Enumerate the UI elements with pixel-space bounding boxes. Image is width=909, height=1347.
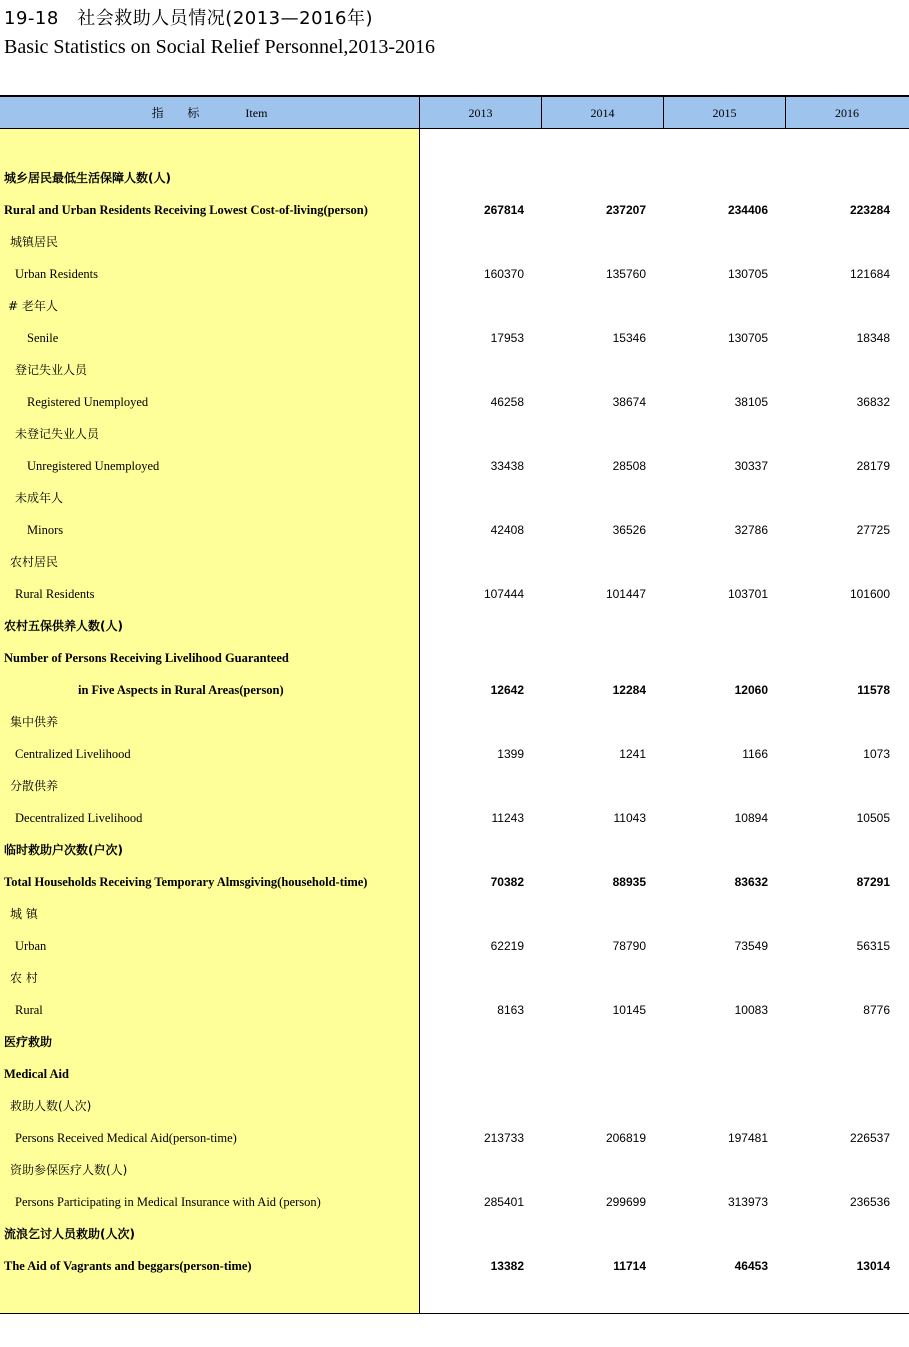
row-label: 医疗救助 <box>4 1035 53 1049</box>
row-label: Medical Aid <box>4 1067 69 1081</box>
value-2014: 12284 <box>612 683 646 697</box>
page-title-chinese: 19-18 社会救助人员情况(2013—2016年) <box>4 8 373 29</box>
table-row <box>0 962 909 994</box>
row-label: 救助人数(人次) <box>10 1099 92 1113</box>
value-2013: 160370 <box>483 267 524 281</box>
value-2014: 237207 <box>605 203 646 217</box>
row-label: Rural and Urban Residents Receiving Lowest Cost-of-living(person) <box>4 203 368 217</box>
value-2014: 15346 <box>612 331 646 345</box>
table-row <box>0 1122 909 1154</box>
value-2016: 1073 <box>863 747 890 761</box>
header-year-2016: 2016 <box>835 106 859 120</box>
value-2014: 299699 <box>605 1195 646 1209</box>
row-label: 城镇居民 <box>10 235 59 249</box>
value-2016: 27725 <box>856 523 890 537</box>
header-item-label-en: Item <box>245 106 268 120</box>
row-label: Senile <box>27 331 59 345</box>
table-row <box>0 802 909 834</box>
value-2013: 213733 <box>483 1131 524 1145</box>
value-2015: 32786 <box>734 523 768 537</box>
value-2013: 33438 <box>490 459 524 473</box>
row-label: Registered Unemployed <box>27 395 149 409</box>
table-row <box>0 1186 909 1218</box>
value-2016: 13014 <box>856 1259 890 1273</box>
value-2015: 73549 <box>734 939 768 953</box>
value-2014: 88935 <box>612 875 646 889</box>
row-label: 农村五保供养人数(人) <box>4 619 123 633</box>
value-2013: 62219 <box>490 939 524 953</box>
row-label: Decentralized Livelihood <box>15 811 143 825</box>
value-2015: 1166 <box>742 747 768 761</box>
table-row <box>0 1058 909 1090</box>
row-label: Urban <box>15 939 47 953</box>
header-item-label-cn: 指 标 <box>151 106 210 120</box>
value-2013: 1399 <box>497 747 524 761</box>
value-2016: 36832 <box>856 395 890 409</box>
row-label: Persons Participating in Medical Insurance with Aid (person) <box>15 1195 321 1209</box>
value-2013: 42408 <box>490 523 524 537</box>
row-label: Total Households Receiving Temporary Almsgiving(household-time) <box>4 875 368 889</box>
row-label: 集中供养 <box>10 715 59 729</box>
table-row <box>0 546 909 578</box>
value-2013: 11243 <box>491 811 524 825</box>
header-year-2014: 2014 <box>542 97 664 129</box>
row-label: # 老年人 <box>8 299 58 313</box>
table-row <box>0 1250 909 1282</box>
value-2016: 223284 <box>849 203 890 217</box>
value-2014: 101447 <box>605 587 646 601</box>
value-2016: 11578 <box>857 683 890 697</box>
row-label: Centralized Livelihood <box>15 747 131 761</box>
table-row <box>0 354 909 386</box>
table-row <box>0 642 909 674</box>
table-row <box>0 898 909 930</box>
table-row <box>0 1218 909 1250</box>
table-row <box>0 866 909 898</box>
row-label: Rural Residents <box>15 587 95 601</box>
value-2014: 78790 <box>612 939 646 953</box>
row-label: 登记失业人员 <box>15 363 88 377</box>
value-2014: 38674 <box>612 395 646 409</box>
header-year-2013: 2013 <box>420 97 542 129</box>
table-row <box>0 930 909 962</box>
row-label: 资助参保医疗人数(人) <box>10 1163 128 1177</box>
row-label: 临时救助户次数(户次) <box>4 843 123 857</box>
value-2016: 236536 <box>849 1195 890 1209</box>
table-row <box>0 738 909 770</box>
value-2016: 28179 <box>856 459 890 473</box>
table-row <box>0 994 909 1026</box>
row-label: Rural <box>15 1003 43 1017</box>
row-label: 农 村 <box>10 971 38 985</box>
value-2013: 107444 <box>483 587 524 601</box>
table-row <box>0 834 909 866</box>
table-row <box>0 514 909 546</box>
value-2014: 135760 <box>605 267 646 281</box>
header-item-column <box>0 97 420 129</box>
value-2013: 12642 <box>490 683 524 697</box>
row-label: in Five Aspects in Rural Areas(person) <box>78 683 284 697</box>
table-row <box>0 162 909 194</box>
value-2014: 36526 <box>612 523 646 537</box>
value-2014: 1241 <box>619 747 646 761</box>
value-2015: 103701 <box>727 587 768 601</box>
value-2016: 18348 <box>856 331 890 345</box>
row-label: Persons Received Medical Aid(person-time) <box>15 1131 237 1145</box>
row-label: 城 镇 <box>10 907 38 921</box>
value-2016: 87291 <box>856 875 890 889</box>
value-2013: 267814 <box>483 203 524 217</box>
value-2015: 130705 <box>727 267 768 281</box>
table-body <box>0 129 909 1314</box>
value-2016: 101600 <box>849 587 890 601</box>
row-label: 未登记失业人员 <box>15 427 100 441</box>
table-row <box>0 674 909 706</box>
value-2013: 13382 <box>490 1259 524 1273</box>
value-2015: 197481 <box>727 1131 768 1145</box>
value-2013: 17953 <box>490 331 524 345</box>
value-2015: 46453 <box>734 1259 768 1273</box>
table-row <box>0 578 909 610</box>
table-header <box>0 95 909 129</box>
value-2016: 10505 <box>856 811 890 825</box>
row-label: 流浪乞讨人员救助(人次) <box>4 1227 135 1241</box>
page-title-english: Basic Statistics on Social Relief Personnel,2013-2016 <box>4 36 436 58</box>
value-2015: 234406 <box>727 203 768 217</box>
value-2016: 121684 <box>849 267 890 281</box>
value-2013: 285401 <box>483 1195 524 1209</box>
table-row <box>0 386 909 418</box>
row-label: Minors <box>27 523 64 537</box>
row-label: 城乡居民最低生活保障人数(人) <box>4 171 171 185</box>
value-2015: 130705 <box>727 331 768 345</box>
table-row <box>0 418 909 450</box>
value-2014: 206819 <box>605 1131 646 1145</box>
value-2013: 70382 <box>490 875 524 889</box>
row-label: Number of Persons Receiving Livelihood Guaranteed <box>4 651 289 665</box>
value-2013: 8163 <box>497 1003 524 1017</box>
value-2016: 8776 <box>863 1003 890 1017</box>
value-2015: 313973 <box>727 1195 768 1209</box>
value-2016: 226537 <box>849 1131 890 1145</box>
value-2014: 11714 <box>613 1259 646 1273</box>
row-label: 农村居民 <box>10 555 59 569</box>
table-row <box>0 322 909 354</box>
value-2013: 46258 <box>490 395 524 409</box>
value-2016: 56315 <box>856 939 890 953</box>
table-row <box>0 610 909 642</box>
table-row <box>0 1026 909 1058</box>
row-label: The Aid of Vagrants and beggars(person-time) <box>4 1259 252 1273</box>
table-row <box>0 770 909 802</box>
value-2015: 30337 <box>734 459 768 473</box>
table-row <box>0 290 909 322</box>
table-row <box>0 706 909 738</box>
row-label: 分散供养 <box>10 779 59 793</box>
value-2014: 28508 <box>612 459 646 473</box>
value-2014: 11043 <box>613 811 646 825</box>
value-2015: 12060 <box>734 683 768 697</box>
table-row <box>0 1154 909 1186</box>
value-2015: 38105 <box>734 395 768 409</box>
table-row <box>0 194 909 226</box>
value-2014: 10145 <box>612 1003 646 1017</box>
table-row <box>0 482 909 514</box>
value-2015: 83632 <box>734 875 768 889</box>
header-year-2015: 2015 <box>664 97 786 129</box>
table-row <box>0 450 909 482</box>
row-label: Unregistered Unemployed <box>27 459 160 473</box>
row-label: Urban Residents <box>15 267 98 281</box>
table-row <box>0 258 909 290</box>
table-row <box>0 226 909 258</box>
value-2015: 10083 <box>734 1003 768 1017</box>
value-2015: 10894 <box>734 811 768 825</box>
row-label: 未成年人 <box>15 491 64 505</box>
table-row <box>0 1090 909 1122</box>
